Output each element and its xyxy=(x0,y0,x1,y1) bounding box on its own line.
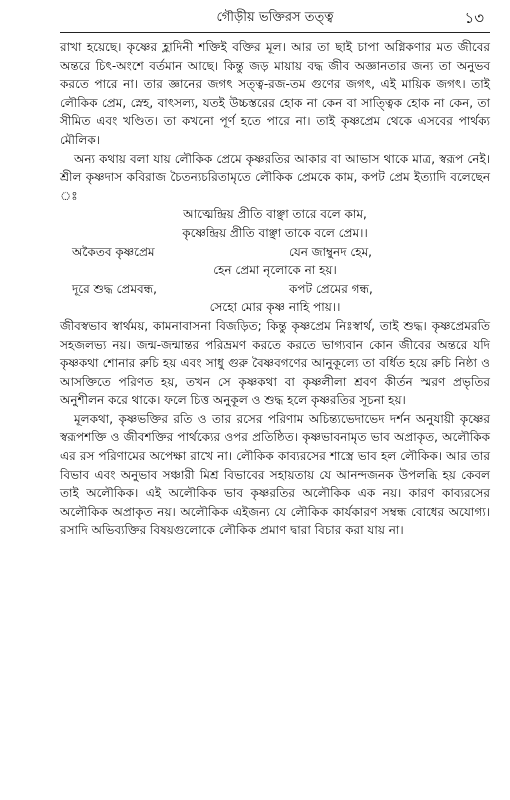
paragraph-2: অন্য কথায় বলা যায় লৌকিক প্রেমে কৃষ্ণরতির আকার বা আভাস থাকে মাত্র, স্বরূপ নেই। শ্রীল কৃষ্ণদাস কবিরাজ চৈতন্যচরিতামৃতে লৌকিক প্রেমকে কাম, কপট প্রেম ইত্যাদি বলেছেন ঃ xyxy=(60,151,490,203)
verse-1-line-2: কৃষ্ণেন্দ্রিয় প্রীতি বাঞ্ছা তাকে বলে প্রেম।। xyxy=(182,225,368,240)
running-head: গৌড়ীয় ভক্তিরস তত্ত্ব xyxy=(216,10,334,25)
verse-2-center: হেন প্রেমা নৃলোকে না হয়। xyxy=(213,263,337,278)
paragraph-4: মূলকথা, কৃষ্ণভক্তির রতি ও তার রসের পরিণাম অচিন্ত্যভেদাভেদ দর্শন অনুযায়ী কৃষ্ণের স্বরূপশক্তি ও জীবশক্তির পার্থক্যের ওপর প্রতিষ্ঠিত। কৃষ্ণভাবনামৃত ভাব অপ্রাকৃত, অলৌকিক এর রস পরিণামের অপেক্ষা রাখে না। লৌকিক কাব্যরসের শাস্ত্রে ভাব হল লৌকিক। আর তার বিভাব এবং অনুভাব সঞ্চারী মিশ্র বিভাবের সহায়তায় যে আনন্দজনক উপলব্ধি হয় কেবল তাই অলৌকিক। এই অলৌকিক ভাব কৃষ্ণরতির অলৌকিক এক নয়। কারণ কাব্যরসের অলৌকিক অপ্রাকৃত নয়। অলৌকিক এইজন্য যে লৌকিক কার্যকারণ সম্বন্ধ বোধের অযোগ্য। রসাদি অভিব্যক্তির বিষয়গুলোকে লৌকিক প্রমাণ দ্বারা বিচার করা যায় না। xyxy=(60,411,490,538)
verse-2-row xyxy=(60,243,490,262)
verse-2-left: অকৈতব কৃষ্ণপ্রেম xyxy=(72,244,155,259)
verse-1-line-1: আত্মেন্দ্রিয় প্রীতি বাঞ্ছা তারে বলে কাম, xyxy=(183,207,367,222)
paragraph-3: জীবস্বভাব স্বার্থময়, কামনাবাসনা বিজড়িত; কিন্তু কৃষ্ণপ্রেম নিঃস্বার্থ, তাই শুদ্ধ। কৃষ্ণপ্রেমরতি সহজলভ্য নয়। জন্ম-জন্মান্তর পরিভ্রমণ করতে করতে ভাগ্যবান কোন জীবের অন্তরে যদি কৃষ্ণকথা শোনার রুচি হয় এবং সাধু গুরু বৈষ্ণবগণের আনুকূল্যে তা বর্ধিত হয়ে রুচি নিষ্ঠা ও আসক্তিতে পরিণত হয়, তখন সে কৃষ্ণকথা বা কৃষ্ণলীলা শ্রবণ কীর্তন স্মরণ প্রভৃতির অনুশীলন করে থাকে। ফলে চিত্ত অনুকূল ও শুদ্ধ হলে কৃষ্ণরতির সূচনা হয়। xyxy=(60,318,490,408)
paragraph-1: রাখা হয়েছে। কৃষ্ণের হ্লাদিনী শক্তিই বক্তির মূল। আর তা ছাই চাপা অগ্নিকণার মত জীবের অন্তরে চিৎ-অংশে বর্তমান আছে। কিন্তু জড় মায়ায় বদ্ধ জীব অজ্ঞানতার জন্য তা অনুভব করতে পারে না। তার জ্ঞানের জগৎ সত্ত্ব-রজ-তম গুণের জগৎ, এই মায়িক জগৎ। তাই লৌকিক প্রেম, স্নেহ, বাৎসল্য, যতই উচ্চস্তরের হোক না কেন বা সাত্ত্বিক হোক না কেন, তা সীমিত এবং খণ্ডিত। তা কখনো পূর্ণ হতে পারে না। তাই কৃষ্ণপ্রেম থেকে এসবের পার্থক্য মৌলিক। xyxy=(60,40,490,147)
body-text xyxy=(60,38,490,540)
verse-3-left: দূরে শুদ্ধ প্রেমবন্ধ, xyxy=(72,281,157,296)
verse-2-right: যেন জাম্বুনদ হেম, xyxy=(289,244,372,259)
verse-3-center: সেহো মোর কৃষ্ণ নাহি পায়।। xyxy=(209,300,341,315)
page-header xyxy=(60,8,490,33)
page-number: ১৩ xyxy=(464,9,484,27)
verse-3-right: কপট প্রেমের গন্ধ, xyxy=(289,281,373,296)
verse-3-row xyxy=(60,280,490,299)
